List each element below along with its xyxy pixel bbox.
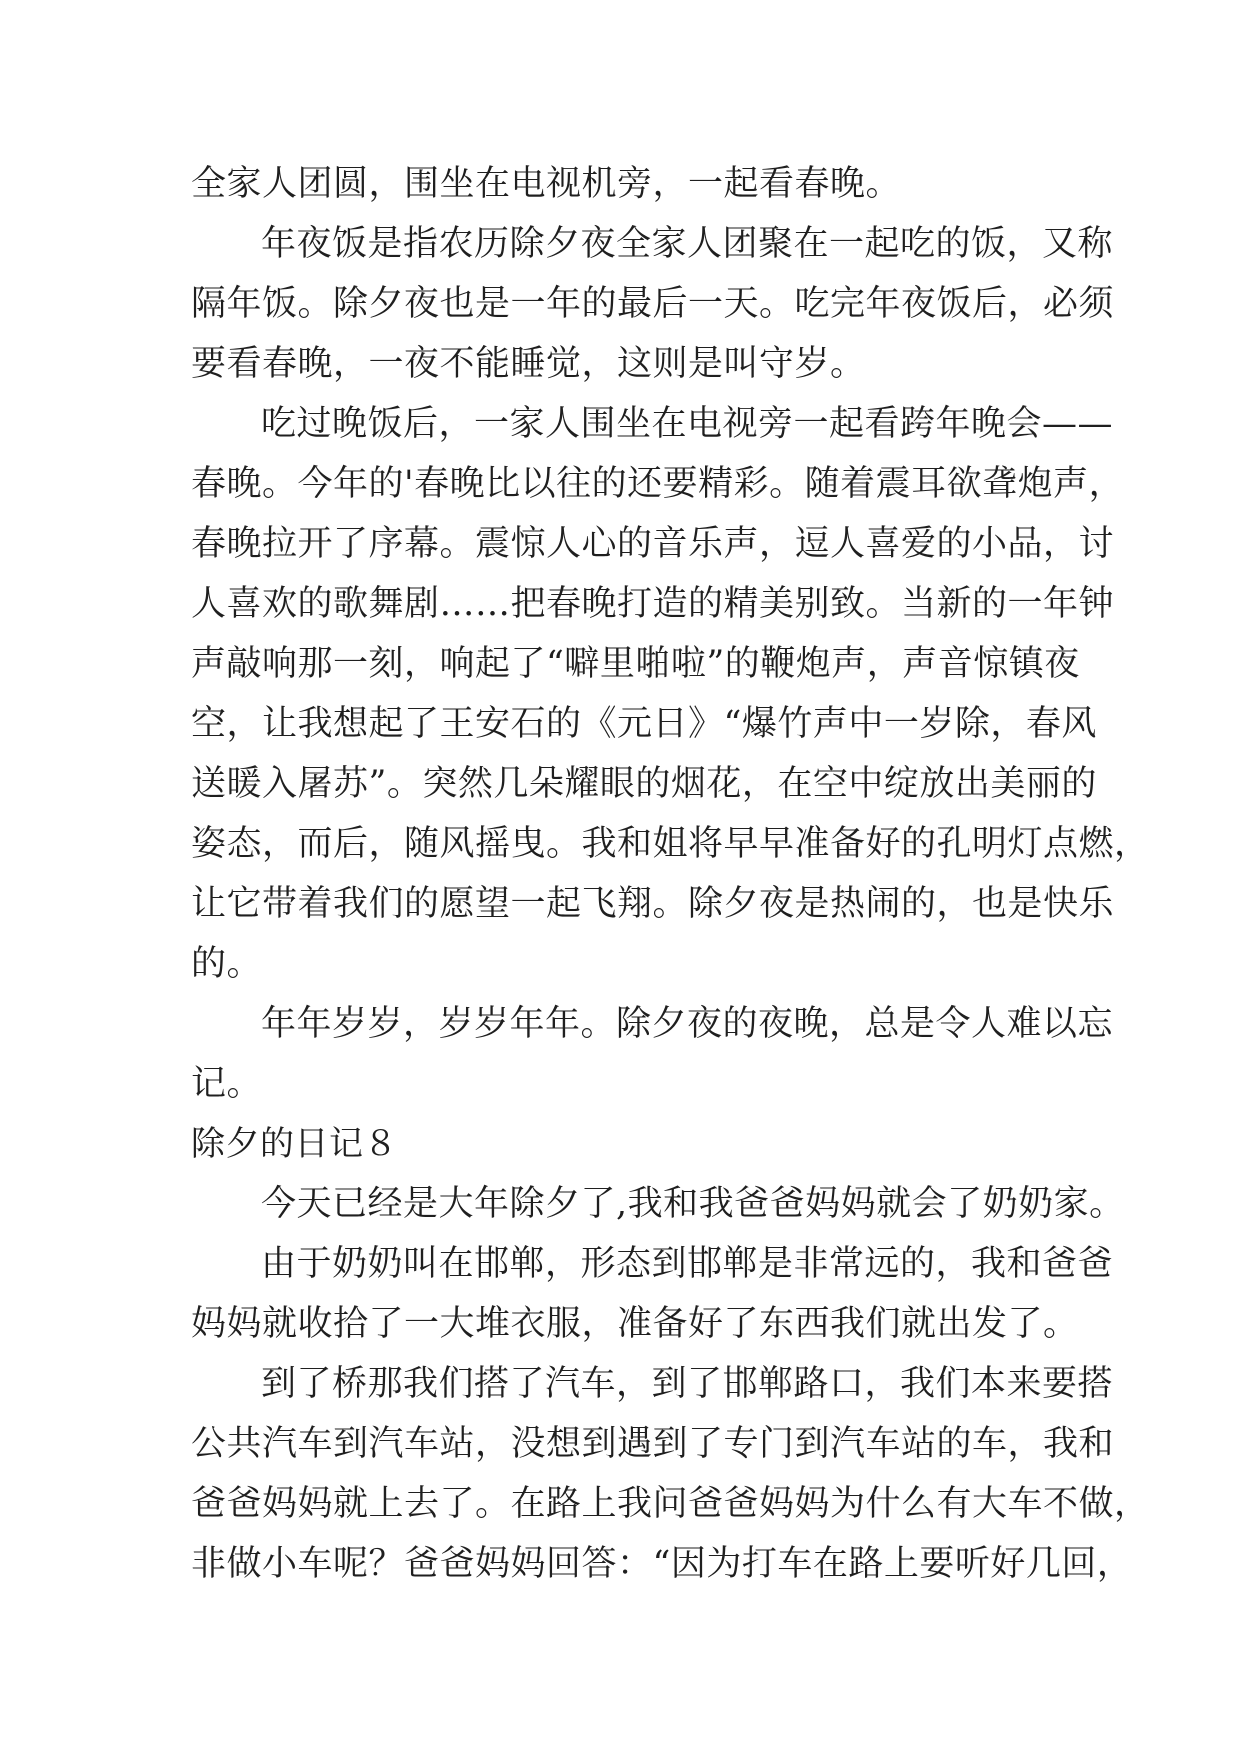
text-line: 非做小车呢？爸爸妈妈回答：“因为打车在路上要听好几回， <box>191 1544 1133 1584</box>
text-line: 爸爸妈妈就上去了。在路上我问爸爸妈妈为什么有大车不做， <box>191 1484 1150 1524</box>
text-line: 记。 <box>191 1064 263 1104</box>
text-line: 声敲响那一刻，响起了“噼里啪啦”的鞭炮声，声音惊镇夜 <box>191 644 1080 684</box>
text-line: 的。 <box>191 944 263 984</box>
text-line: 今天已经是大年除夕了,我和我爸爸妈妈就会了奶奶家。 <box>261 1184 1125 1224</box>
text-line: 空，让我想起了王安石的《元日》“爆竹声中一岁除，春风 <box>191 704 1097 744</box>
text-line: 要看春晚，一夜不能睡觉，这则是叫守岁。 <box>191 344 866 384</box>
text-line: 年夜饭是指农历除夕夜全家人团聚在一起吃的饭，又称 <box>261 224 1114 264</box>
text-line: 妈妈就收拾了一大堆衣服，准备好了东西我们就出发了。 <box>191 1304 1079 1344</box>
text-line: 让它带着我们的愿望一起飞翔。除夕夜是热闹的，也是快乐 <box>191 884 1115 924</box>
text-line: 年年岁岁，岁岁年年。除夕夜的夜晚，总是令人难以忘 <box>261 1004 1114 1044</box>
section-heading: 除夕的日记８ <box>191 1124 398 1164</box>
text-line: 春晚。今年的'春晚比以往的还要精彩。随着震耳欲聋炮声， <box>191 464 1125 504</box>
text-line: 到了桥那我们搭了汽车，到了邯郸路口，我们本来要搭 <box>261 1364 1114 1404</box>
document-page <box>191 154 1150 1594</box>
text-line: 春晚拉开了序幕。震惊人心的音乐声，逗人喜爱的小品，讨 <box>191 524 1115 564</box>
text-line: 由于奶奶叫在邯郸，形态到邯郸是非常远的，我和爸爸 <box>261 1244 1114 1284</box>
text-line: 姿态，而后，随风摇曳。我和姐将早早准备好的孔明灯点燃， <box>191 824 1150 864</box>
text-line: 全家人团圆，围坐在电视机旁，一起看春晚。 <box>191 164 902 204</box>
text-line: 隔年饭。除夕夜也是一年的最后一天。吃完年夜饭后，必须 <box>191 284 1115 324</box>
text-line: 吃过晚饭后，一家人围坐在电视旁一起看跨年晚会—— <box>261 404 1114 444</box>
text-line: 公共汽车到汽车站，没想到遇到了专门到汽车站的车，我和 <box>191 1424 1115 1464</box>
text-line: 送暖入屠苏”。突然几朵耀眼的烟花，在空中绽放出美丽的 <box>191 764 1097 804</box>
text-line: 人喜欢的歌舞剧……把春晚打造的精美别致。当新的一年钟 <box>191 584 1115 624</box>
